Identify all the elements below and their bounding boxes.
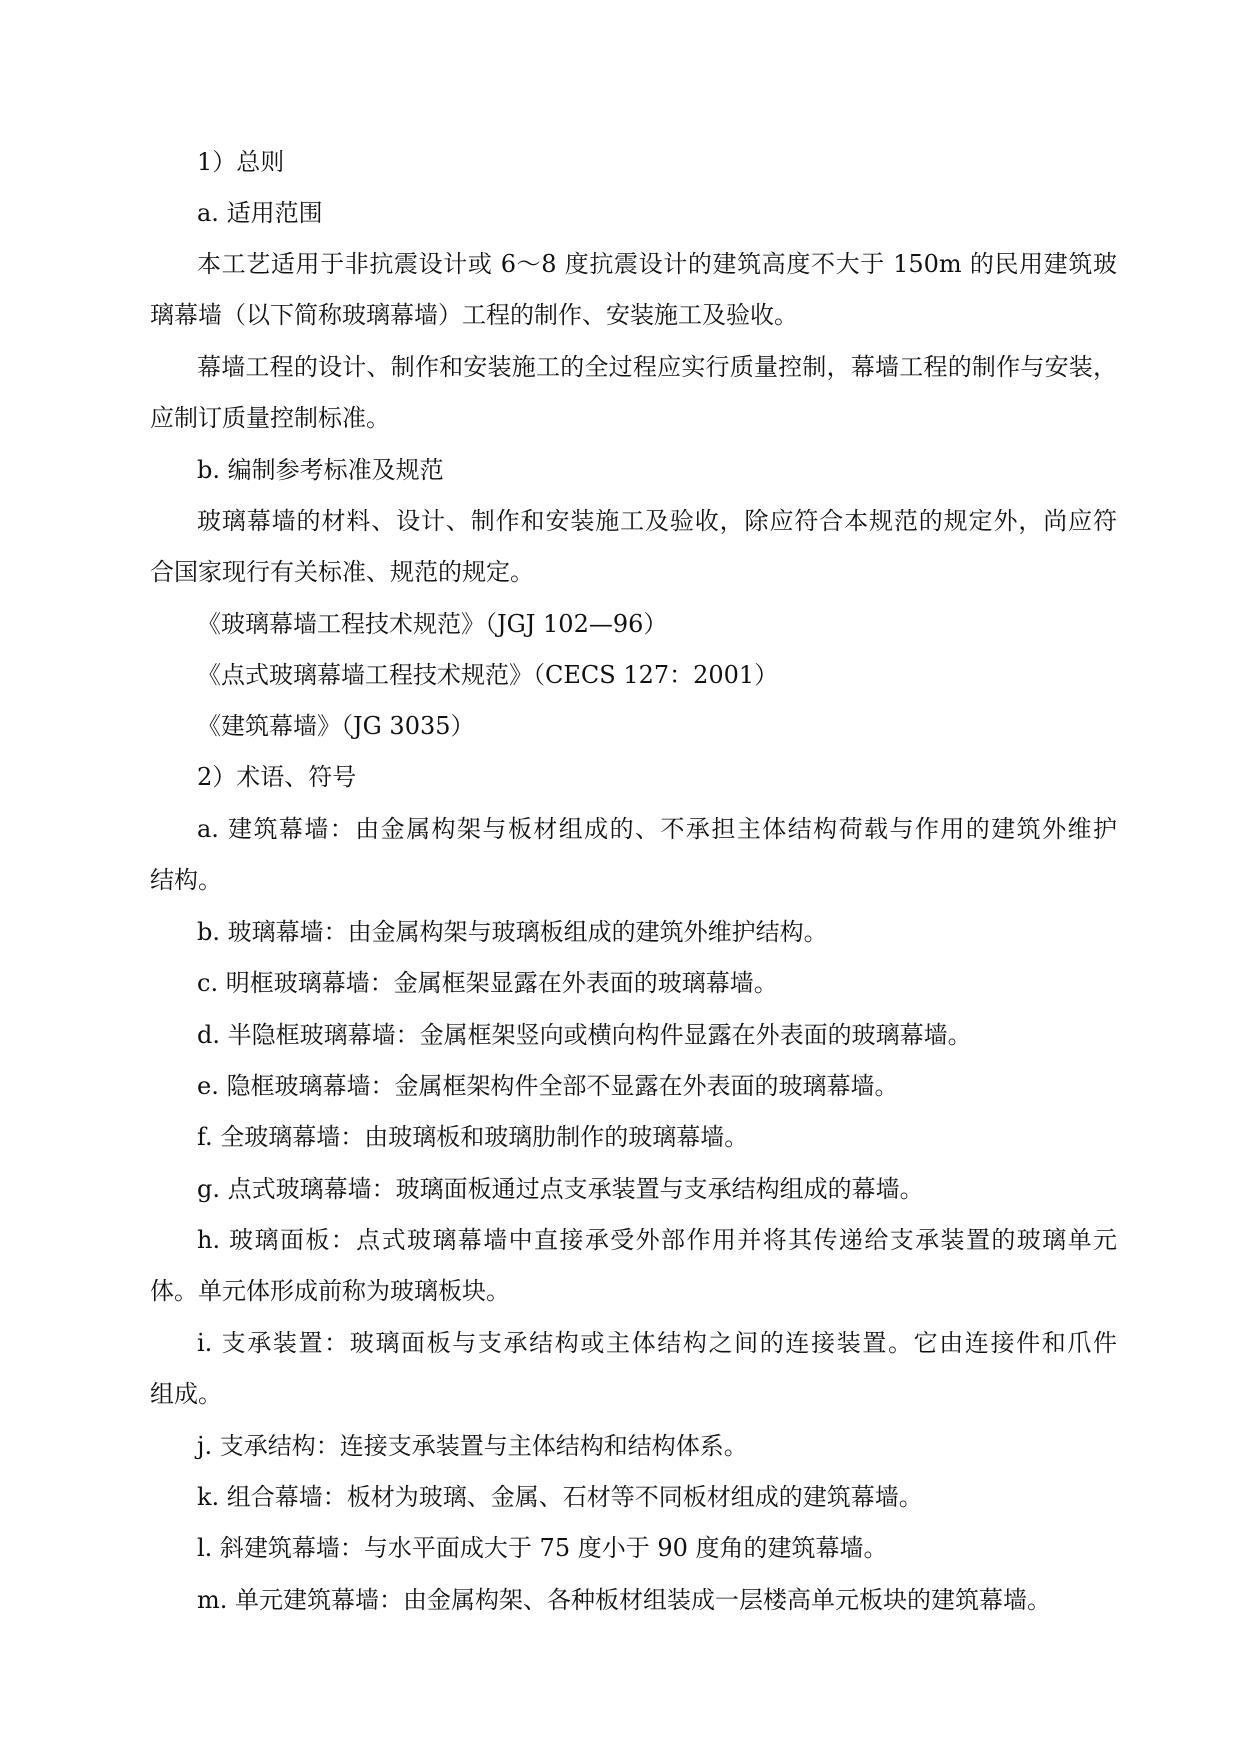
reference-item: 《建筑幕墙》（JG 3035）: [197, 712, 475, 740]
term-definition: m. 单元建筑幕墙：由金属构架、各种板材组装成一层楼高单元板块的建筑幕墙。: [197, 1586, 1052, 1614]
term-definition: g. 点式玻璃幕墙：玻璃面板通过点支承装置与支承结构组成的幕墙。: [197, 1175, 924, 1203]
term-definition: k. 组合幕墙：板材为玻璃、金属、石材等不同板材组成的建筑幕墙。: [197, 1483, 923, 1511]
term-definition: h. 玻璃面板：点式玻璃幕墙中直接承受外部作用并将其传递给支承装置的玻璃单元: [197, 1226, 1117, 1254]
term-definition: f. 全玻璃幕墙：由玻璃板和玻璃肋制作的玻璃幕墙。: [197, 1123, 749, 1151]
paragraph-line: 幕墙工程的设计、制作和安装施工的全过程应实行质量控制，幕墙工程的制作与安装，: [197, 353, 1117, 381]
subheading-references: b. 编制参考标准及规范: [197, 456, 444, 484]
paragraph-line: 玻璃幕墙的材料、设计、制作和安装施工及验收，除应符合本规范的规定外，尚应符: [197, 507, 1117, 535]
subheading-scope: a. 适用范围: [197, 199, 323, 227]
term-definition: 体。单元体形成前称为玻璃板块。: [150, 1277, 510, 1305]
term-definition: 结构。: [150, 866, 222, 894]
term-definition: j. 支承结构：连接支承装置与主体结构和结构体系。: [197, 1432, 748, 1460]
term-definition: d. 半隐框玻璃幕墙：金属框架竖向或横向构件显露在外表面的玻璃幕墙。: [197, 1021, 972, 1049]
term-definition: l. 斜建筑幕墙：与水平面成大于 75 度小于 90 度角的建筑幕墙。: [197, 1534, 888, 1562]
paragraph-line: 本工艺适用于非抗震设计或 6～8 度抗震设计的建筑高度不大于 150m 的民用建筑玻: [197, 250, 1117, 278]
term-definition: i. 支承装置：玻璃面板与支承结构或主体结构之间的连接装置。它由连接件和爪件: [197, 1329, 1117, 1357]
term-definition: 组成。: [150, 1380, 222, 1408]
term-definition: a. 建筑幕墙：由金属构架与板材组成的、不承担主体结构荷载与作用的建筑外维护: [197, 815, 1117, 843]
reference-item: 《点式玻璃幕墙工程技术规范》（CECS 127：2001）: [197, 661, 779, 689]
paragraph-line: 合国家现行有关标准、规范的规定。: [150, 558, 534, 586]
paragraph-line: 应制订质量控制标准。: [150, 404, 390, 432]
reference-item: 《玻璃幕墙工程技术规范》（JGJ 102—96）: [197, 610, 668, 638]
paragraph-line: 璃幕墙（以下简称玻璃幕墙）工程的制作、安装施工及验收。: [150, 301, 798, 329]
term-definition: c. 明框玻璃幕墙：金属框架显露在外表面的玻璃幕墙。: [197, 969, 778, 997]
section-heading-general: 1）总则: [197, 148, 285, 176]
section-heading-terms: 2）术语、符号: [197, 763, 357, 791]
term-definition: e. 隐框玻璃幕墙：金属框架构件全部不显露在外表面的玻璃幕墙。: [197, 1072, 899, 1100]
term-definition: b. 玻璃幕墙：由金属构架与玻璃板组成的建筑外维护结构。: [197, 918, 828, 946]
